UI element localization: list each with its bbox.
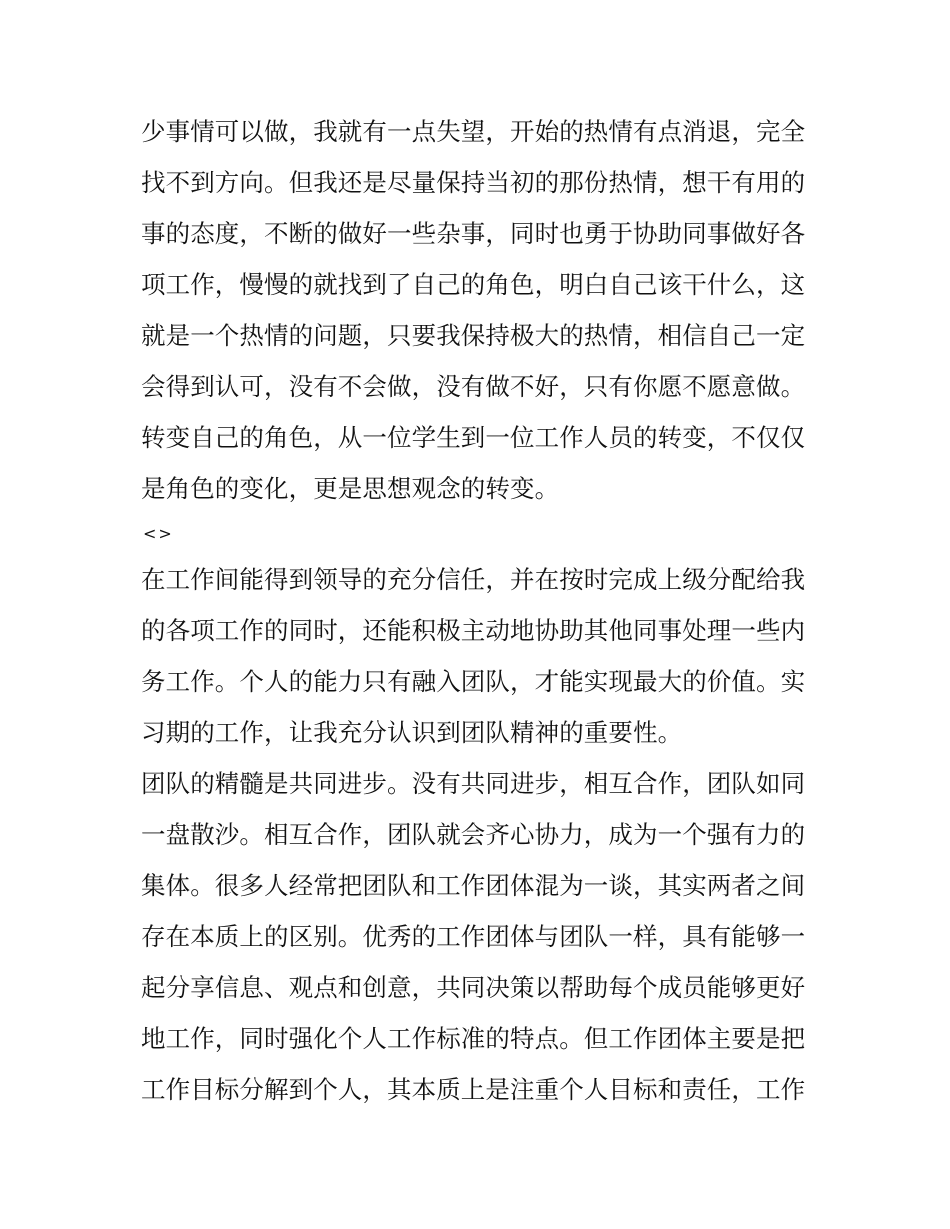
paragraph-3 (141, 758, 813, 1115)
section-separator: <> (143, 524, 174, 543)
paragraph-line: 起分享信息、观点和创意，共同决策以帮助每个成员能够更好 (141, 973, 806, 1002)
paragraph-line: 事的态度，不断的做好一些杂事，同时也勇于协助同事做好各 (141, 219, 806, 248)
paragraph-line: 会得到认可，没有不会做，没有做不好，只有你愿不愿意做。 (141, 372, 806, 401)
paragraph-line: 转变自己的角色，从一位学生到一位工作人员的转变，不仅仅 (141, 423, 806, 452)
paragraph-line: 地工作，同时强化个人工作标准的特点。但工作团体主要是把 (141, 1024, 806, 1053)
paragraph-line: 团队的精髓是共同进步。没有共同进步，相互合作，团队如同 (141, 769, 806, 798)
paragraph-1 (141, 106, 813, 514)
paragraph-line: 少事情可以做，我就有一点失望，开始的热情有点消退，完全 (141, 117, 806, 146)
document-page (141, 106, 813, 1115)
paragraph-line: 工作目标分解到个人，其本质上是注重个人目标和责任，工作 (141, 1075, 806, 1104)
paragraph-line: 是角色的变化，更是思想观念的转变。 (141, 474, 560, 503)
paragraph-line: 存在本质上的区别。优秀的工作团体与团队一样，具有能够一 (141, 922, 806, 951)
paragraph-line: 就是一个热情的问题，只要我保持极大的热情，相信自己一定 (141, 321, 806, 350)
paragraph-line: 项工作，慢慢的就找到了自己的角色，明白自己该干什么，这 (141, 270, 806, 299)
paragraph-line: 一盘散沙。相互合作，团队就会齐心协力，成为一个强有力的 (141, 820, 806, 849)
paragraph-line: 的各项工作的同时，还能积极主动地协助其他同事处理一些内 (141, 616, 806, 645)
paragraph-line: 找不到方向。但我还是尽量保持当初的那份热情，想干有用的 (141, 168, 806, 197)
paragraph-2 (141, 554, 813, 758)
paragraph-line: 务工作。个人的能力只有融入团队，才能实现最大的价值。实 (141, 667, 806, 696)
paragraph-line: 在工作间能得到领导的充分信任，并在按时完成上级分配给我 (141, 565, 806, 594)
paragraph-line: 集体。很多人经常把团队和工作团体混为一谈，其实两者之间 (141, 871, 806, 900)
paragraph-line: 习期的工作，让我充分认识到团队精神的重要性。 (141, 718, 683, 747)
